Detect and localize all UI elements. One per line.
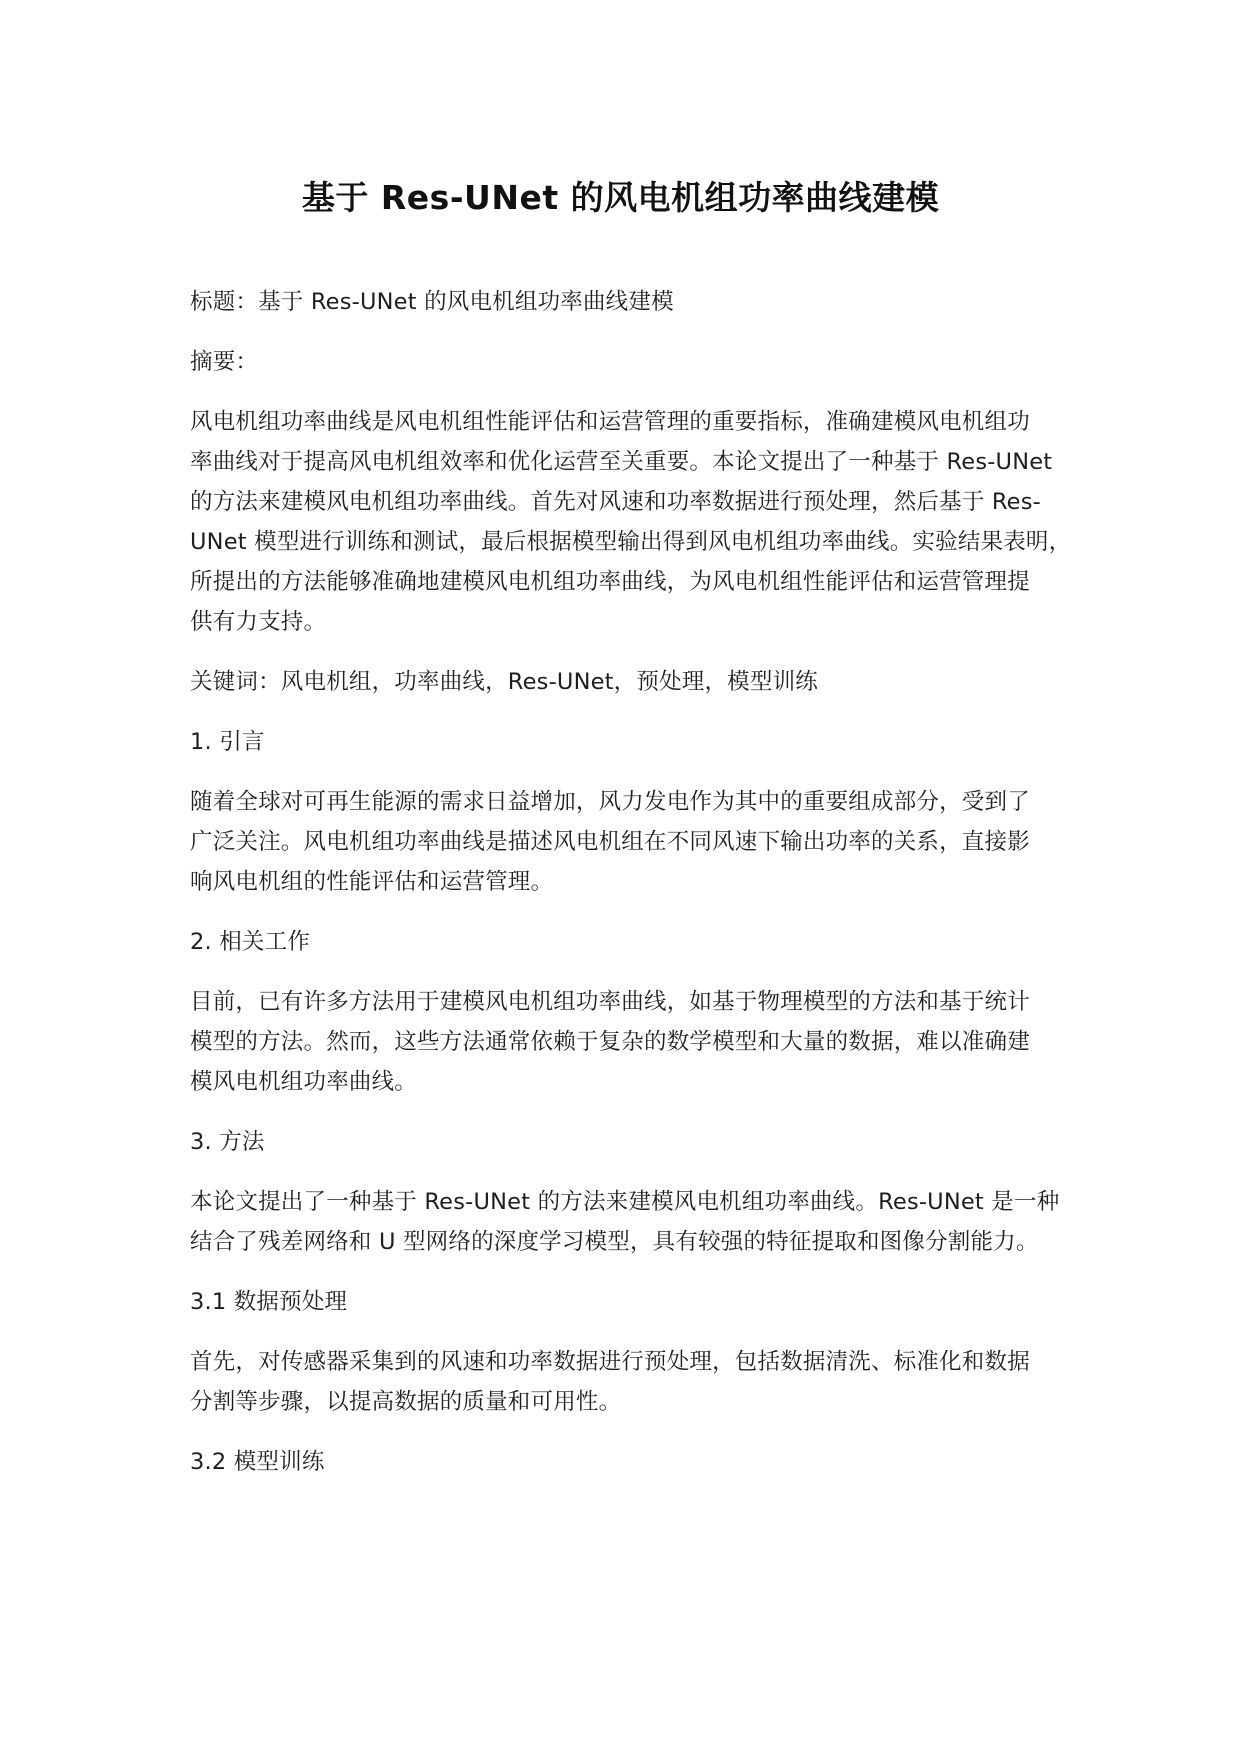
text-line: 首先，对传感器采集到的风速和功率数据进行预处理，包括数据清洗、标准化和数据 (190, 1349, 1030, 1375)
section-heading-method: 3. 方法 (190, 1129, 265, 1155)
section-paragraph-introduction (190, 782, 1080, 902)
abstract-label: 摘要： (190, 349, 259, 375)
text-line: 模型的方法。然而，这些方法通常依赖于复杂的数学模型和大量的数据，难以准确建 (190, 1029, 1030, 1055)
section-heading-preprocessing: 3.1 数据预处理 (190, 1289, 348, 1315)
section-heading-introduction: 1. 引言 (190, 729, 265, 755)
text-line: 模风电机组功率曲线。 (190, 1069, 418, 1095)
text-line: 分割等步骤，以提高数据的质量和可用性。 (190, 1389, 622, 1415)
text-line: 所提出的方法能够准确地建模风电机组功率曲线，为风电机组性能评估和运营管理提 (190, 569, 1030, 595)
abstract-paragraph (190, 402, 1080, 642)
keywords-line: 关键词：风电机组，功率曲线，Res-UNet，预处理，模型训练 (190, 669, 818, 695)
text-line: 结合了残差网络和 U 型网络的深度学习模型，具有较强的特征提取和图像分割能力。 (190, 1229, 1039, 1255)
text-line: 随着全球对可再生能源的需求日益增加，风力发电作为其中的重要组成部分，受到了 (190, 789, 1030, 815)
section-paragraph-preprocessing (190, 1342, 1080, 1422)
text-line: 响风电机组的性能评估和运营管理。 (190, 869, 554, 895)
text-line: 目前，已有许多方法用于建模风电机组功率曲线，如基于物理模型的方法和基于统计 (190, 989, 1030, 1015)
text-line: 率曲线对于提高风电机组效率和优化运营至关重要。本论文提出了一种基于 Res-UNet (190, 449, 1053, 475)
text-line: 的方法来建模风电机组功率曲线。首先对风速和功率数据进行预处理，然后基于 Res- (190, 489, 1041, 515)
section-heading-model-training: 3.2 模型训练 (190, 1449, 325, 1475)
text-line: 风电机组功率曲线是风电机组性能评估和运营管理的重要指标，准确建模风电机组功 (190, 409, 1030, 435)
text-line: UNet 模型进行训练和测试，最后根据模型输出得到风电机组功率曲线。实验结果表明， (190, 529, 1072, 555)
text-line: 供有力支持。 (190, 609, 327, 635)
title-line: 标题：基于 Res-UNet 的风电机组功率曲线建模 (190, 289, 674, 315)
document-body (190, 282, 1080, 1482)
section-heading-related-work: 2. 相关工作 (190, 929, 311, 955)
section-paragraph-related-work (190, 982, 1080, 1102)
section-paragraph-method (190, 1182, 1080, 1262)
text-line: 本论文提出了一种基于 Res-UNet 的方法来建模风电机组功率曲线。Res-UNet 是一种 (190, 1189, 1060, 1215)
document-title: 基于 Res-UNet 的风电机组功率曲线建模 (301, 178, 940, 217)
text-line: 广泛关注。风电机组功率曲线是描述风电机组在不同风速下输出功率的关系，直接影 (190, 829, 1030, 855)
